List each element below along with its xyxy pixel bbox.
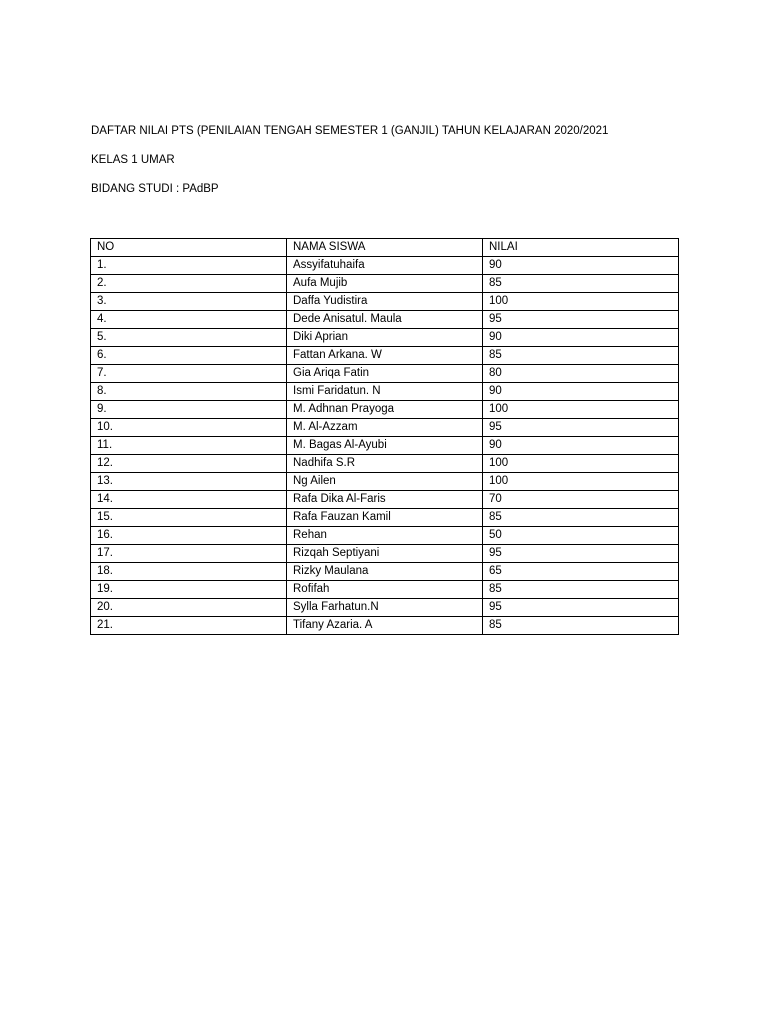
cell-no: 12. <box>91 455 287 473</box>
cell-grade: 100 <box>483 401 679 419</box>
cell-grade: 90 <box>483 437 679 455</box>
cell-student-name: Tifany Azaria. A <box>287 617 483 635</box>
class-line: KELAS 1 UMAR <box>91 154 175 166</box>
cell-no: 13. <box>91 473 287 491</box>
cell-student-name: Rafa Dika Al-Faris <box>287 491 483 509</box>
table-row <box>91 545 679 563</box>
cell-grade: 50 <box>483 527 679 545</box>
cell-no: 4. <box>91 311 287 329</box>
cell-no: 5. <box>91 329 287 347</box>
cell-grade: 70 <box>483 491 679 509</box>
cell-student-name: Rizky Maulana <box>287 563 483 581</box>
cell-no: 6. <box>91 347 287 365</box>
cell-grade: 95 <box>483 545 679 563</box>
cell-no: 20. <box>91 599 287 617</box>
cell-grade: 65 <box>483 563 679 581</box>
header-grade: NILAI <box>483 239 679 257</box>
cell-no: 15. <box>91 509 287 527</box>
table-row <box>91 455 679 473</box>
cell-no: 21. <box>91 617 287 635</box>
cell-student-name: Ismi Faridatun. N <box>287 383 483 401</box>
table-row <box>91 383 679 401</box>
table-row <box>91 491 679 509</box>
table-row <box>91 437 679 455</box>
cell-grade: 85 <box>483 275 679 293</box>
table-row <box>91 509 679 527</box>
cell-no: 18. <box>91 563 287 581</box>
cell-grade: 95 <box>483 419 679 437</box>
header-student-name: NAMA SISWA <box>287 239 483 257</box>
table-row <box>91 347 679 365</box>
table-row <box>91 329 679 347</box>
table-row <box>91 275 679 293</box>
cell-grade: 95 <box>483 599 679 617</box>
cell-student-name: Dede Anisatul. Maula <box>287 311 483 329</box>
cell-no: 1. <box>91 257 287 275</box>
cell-grade: 95 <box>483 311 679 329</box>
table-row <box>91 419 679 437</box>
cell-no: 3. <box>91 293 287 311</box>
cell-student-name: Rizqah Septiyani <box>287 545 483 563</box>
cell-no: 2. <box>91 275 287 293</box>
cell-student-name: Diki Aprian <box>287 329 483 347</box>
cell-grade: 80 <box>483 365 679 383</box>
table-header-row <box>91 239 679 257</box>
cell-grade: 90 <box>483 257 679 275</box>
cell-student-name: Daffa Yudistira <box>287 293 483 311</box>
document-title: DAFTAR NILAI PTS (PENILAIAN TENGAH SEMESTER 1 (GANJIL) TAHUN KELAJARAN 2020/2021 <box>91 125 609 137</box>
cell-student-name: Rafa Fauzan Kamil <box>287 509 483 527</box>
header-no: NO <box>91 239 287 257</box>
cell-no: 7. <box>91 365 287 383</box>
table-row <box>91 617 679 635</box>
cell-grade: 85 <box>483 581 679 599</box>
cell-grade: 85 <box>483 509 679 527</box>
table-row <box>91 563 679 581</box>
table-row <box>91 473 679 491</box>
subject-line: BIDANG STUDI : PAdBP <box>91 183 219 195</box>
cell-student-name: Ng Ailen <box>287 473 483 491</box>
cell-no: 11. <box>91 437 287 455</box>
cell-grade: 90 <box>483 383 679 401</box>
table-row <box>91 365 679 383</box>
table-row <box>91 527 679 545</box>
cell-no: 10. <box>91 419 287 437</box>
table-row <box>91 599 679 617</box>
cell-student-name: Rehan <box>287 527 483 545</box>
table-row <box>91 293 679 311</box>
table-row <box>91 401 679 419</box>
cell-student-name: Aufa Mujib <box>287 275 483 293</box>
cell-grade: 90 <box>483 329 679 347</box>
cell-grade: 100 <box>483 293 679 311</box>
cell-student-name: M. Al-Azzam <box>287 419 483 437</box>
cell-grade: 100 <box>483 473 679 491</box>
cell-no: 19. <box>91 581 287 599</box>
cell-no: 9. <box>91 401 287 419</box>
cell-no: 16. <box>91 527 287 545</box>
cell-no: 17. <box>91 545 287 563</box>
cell-student-name: M. Bagas Al-Ayubi <box>287 437 483 455</box>
cell-student-name: Nadhifa S.R <box>287 455 483 473</box>
cell-student-name: Fattan Arkana. W <box>287 347 483 365</box>
cell-student-name: M. Adhnan Prayoga <box>287 401 483 419</box>
cell-no: 14. <box>91 491 287 509</box>
cell-student-name: Rofifah <box>287 581 483 599</box>
cell-student-name: Sylla Farhatun.N <box>287 599 483 617</box>
cell-grade: 100 <box>483 455 679 473</box>
table-row <box>91 581 679 599</box>
table-row <box>91 257 679 275</box>
cell-student-name: Assyifatuhaifa <box>287 257 483 275</box>
cell-student-name: Gia Ariqa Fatin <box>287 365 483 383</box>
table-body <box>91 257 679 635</box>
cell-grade: 85 <box>483 347 679 365</box>
table-row <box>91 311 679 329</box>
cell-no: 8. <box>91 383 287 401</box>
cell-grade: 85 <box>483 617 679 635</box>
grades-table <box>90 238 679 635</box>
